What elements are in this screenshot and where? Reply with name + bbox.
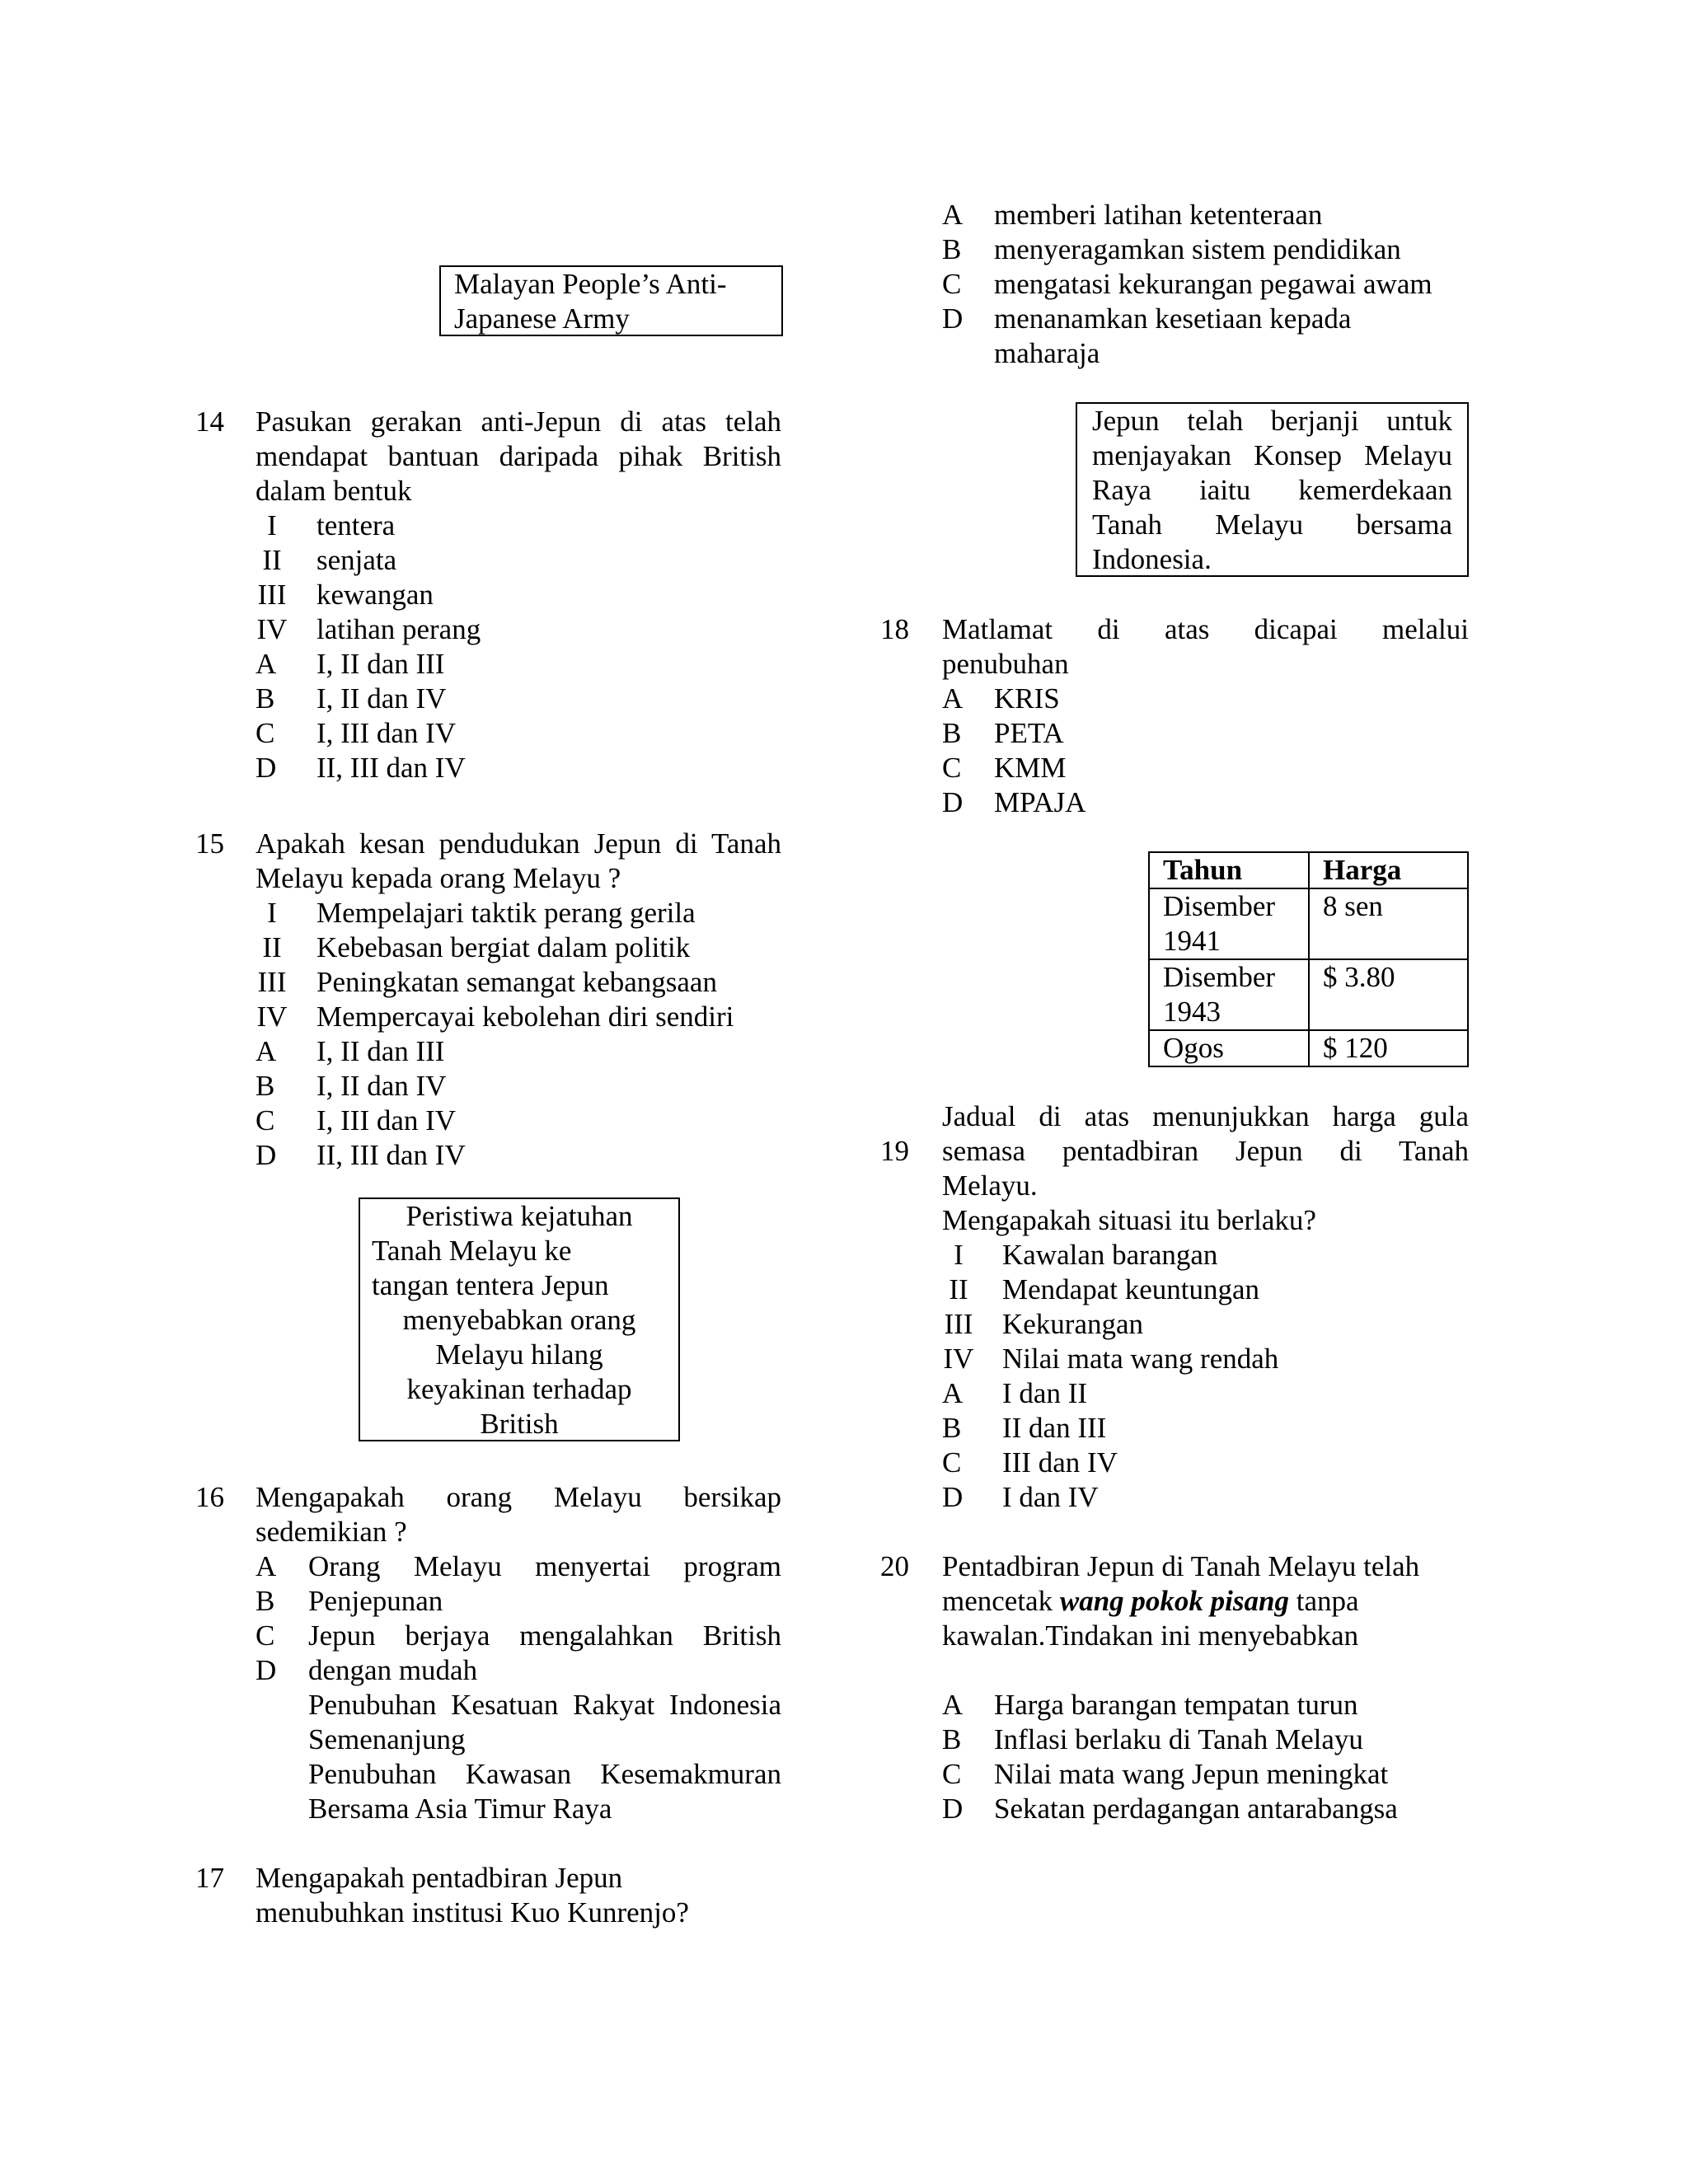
question-stem: Mengapakah orang Melayu bersikap: [256, 1481, 781, 1513]
option-text: Sekatan perdagangan antarabangsa: [994, 1793, 1398, 1825]
question-number: 17: [195, 1862, 224, 1894]
konsep-box-line: Raya iaitu kemerdekaan: [1092, 474, 1452, 506]
statement-item: Mempelajari taktik perang gerila: [316, 897, 696, 929]
option-key: A: [256, 1035, 277, 1067]
option-text: I, II dan III: [316, 648, 445, 680]
option-text: I dan IV: [1002, 1481, 1099, 1513]
question-number: 15: [195, 827, 224, 860]
table-cell-price: 8 sen: [1309, 888, 1468, 959]
question-stem: [942, 1584, 1359, 1619]
kejatuhan-box-line: British: [480, 1408, 559, 1440]
table-cell-line: 1943: [1163, 996, 1221, 1028]
stem-text: tanpa: [1288, 1585, 1359, 1617]
question-number: 20: [880, 1550, 909, 1582]
option-text: memberi latihan ketenteraan: [994, 199, 1323, 231]
option-text: I, II dan IV: [316, 682, 447, 715]
konsep-box-line: Jepun telah berjanji untuk: [1092, 405, 1452, 437]
option-key: A: [942, 199, 964, 231]
kejatuhan-box: [359, 1197, 680, 1441]
option-line: Penjepunan: [308, 1585, 443, 1617]
option-line: Orang Melayu menyertai program: [308, 1550, 781, 1582]
option-key: B: [256, 1070, 275, 1102]
option-key: D: [942, 1793, 964, 1825]
statement-item: Kawalan barangan: [1002, 1239, 1218, 1271]
roman-numeral: IV: [256, 1001, 288, 1033]
option-key: A: [942, 1377, 964, 1409]
option-text: I, II dan III: [316, 1035, 445, 1067]
option-key: D: [942, 1481, 964, 1513]
question-stem: menubuhkan institusi Kuo Kunrenjo?: [256, 1896, 689, 1929]
table-header-row: [1149, 852, 1468, 888]
question-stem: Melayu.: [942, 1169, 1038, 1202]
table-cell-price: $ 3.80: [1309, 959, 1468, 1030]
roman-numeral: I: [954, 1239, 964, 1271]
option-key: C: [942, 1446, 962, 1479]
statement-item: Nilai mata wang rendah: [1002, 1343, 1279, 1375]
option-key: D: [942, 786, 964, 818]
option-key: C: [942, 1758, 962, 1790]
option-key: C: [942, 752, 962, 784]
kejatuhan-box-line: Peristiwa kejatuhan: [406, 1200, 633, 1232]
statement-item: Peningkatan semangat kebangsaan: [316, 966, 717, 998]
option-key: A: [256, 648, 277, 680]
table-cell-year: [1149, 959, 1309, 1030]
question-stem: penubuhan: [942, 648, 1069, 680]
roman-numeral: III: [257, 579, 287, 611]
question-stem: Jadual di atas menunjukkan harga gula: [942, 1100, 1469, 1132]
konsep-box-line: menjayakan Konsep Melayu: [1092, 439, 1452, 471]
option-text: MPAJA: [994, 786, 1086, 818]
option-line: Semenanjung: [308, 1723, 466, 1755]
option-line: Bersama Asia Timur Raya: [308, 1793, 612, 1825]
option-key: B: [942, 717, 962, 749]
roman-numeral: II: [262, 931, 282, 963]
statement-item: Mendapat keuntungan: [1002, 1273, 1259, 1305]
question-number: 16: [195, 1481, 224, 1513]
roman-numeral: I: [267, 897, 277, 929]
option-key: C: [942, 268, 962, 300]
option-line: Penubuhan Kesatuan Rakyat Indonesia: [308, 1689, 781, 1721]
question-stem: kawalan.Tindakan ini menyebabkan: [942, 1619, 1359, 1652]
question-stem: Apakah kesan pendudukan Jepun di Tanah: [256, 827, 781, 860]
konsep-box-line: Tanah Melayu bersama: [1092, 509, 1452, 541]
option-key: B: [942, 233, 962, 265]
question-stem: Pentadbiran Jepun di Tanah Melayu telah: [942, 1550, 1420, 1582]
kejatuhan-box-line: tangan tentera Jepun: [372, 1269, 609, 1301]
roman-numeral: II: [262, 544, 282, 576]
roman-numeral: III: [944, 1308, 973, 1340]
option-text: I, III dan IV: [316, 717, 457, 749]
mpaja-box: [439, 265, 783, 336]
option-line: Jepun berjaya mengalahkan British: [308, 1619, 781, 1652]
option-text: I dan II: [1002, 1377, 1088, 1409]
roman-numeral: I: [267, 509, 277, 541]
konsep-box-line: Indonesia.: [1092, 543, 1212, 575]
option-text: Harga barangan tempatan turun: [994, 1689, 1358, 1721]
option-key: D: [256, 1654, 277, 1686]
option-key: C: [256, 1104, 275, 1137]
question-stem: dalam bentuk: [256, 475, 412, 507]
option-text: PETA: [994, 717, 1064, 749]
kejatuhan-box-line: Melayu hilang: [435, 1338, 603, 1371]
statement-item: senjata: [316, 544, 397, 576]
kejatuhan-box-line: keyakinan terhadap: [406, 1373, 632, 1405]
table-cell-year: Ogos: [1149, 1030, 1309, 1066]
question-stem: semasa pentadbiran Jepun di Tanah: [942, 1135, 1469, 1167]
question-stem: sedemikian ?: [256, 1516, 407, 1548]
option-text: III dan IV: [1002, 1446, 1118, 1479]
table-cell-line: Disember: [1163, 890, 1276, 922]
statement-item: Kekurangan: [1002, 1308, 1144, 1340]
kejatuhan-box-line: Tanah Melayu ke: [372, 1235, 572, 1267]
question-stem: Mengapakah situasi itu berlaku?: [942, 1204, 1316, 1236]
option-key: B: [942, 1412, 962, 1444]
option-text: II, III dan IV: [316, 1139, 466, 1171]
option-key: C: [256, 717, 275, 749]
table-row: [1149, 1030, 1468, 1066]
option-text: II dan III: [1002, 1412, 1107, 1444]
option-key: A: [942, 1689, 964, 1721]
statement-item: tentera: [316, 509, 396, 541]
kejatuhan-box-line: menyebabkan orang: [402, 1304, 636, 1336]
table-cell-year: [1149, 888, 1309, 959]
konsep-box: [1076, 402, 1469, 577]
roman-numeral: IV: [943, 1343, 974, 1375]
option-text-continued: maharaja: [994, 337, 1100, 369]
option-key: B: [256, 1585, 275, 1617]
option-key: B: [942, 1723, 962, 1755]
option-text: mengatasi kekurangan pegawai awam: [994, 268, 1432, 300]
roman-numeral: III: [257, 966, 287, 998]
option-key: D: [942, 302, 964, 335]
option-text: Nilai mata wang Jepun meningkat: [994, 1758, 1389, 1790]
option-text: KRIS: [994, 682, 1060, 715]
option-text: KMM: [994, 752, 1067, 784]
option-text: menyeragamkan sistem pendidikan: [994, 233, 1401, 265]
option-key: C: [256, 1619, 275, 1652]
table-row: [1149, 959, 1468, 1030]
question-number: 19: [880, 1135, 909, 1167]
table-cell-line: 1941: [1163, 925, 1221, 957]
statement-item: Kebebasan bergiat dalam politik: [316, 931, 691, 963]
option-text: II, III dan IV: [316, 752, 466, 784]
question-stem: Mengapakah pentadbiran Jepun: [256, 1862, 623, 1894]
question-stem: mendapat bantuan daripada pihak British: [256, 440, 781, 472]
mpaja-box-line: Malayan People’s Anti-: [454, 268, 727, 300]
table-row: [1149, 888, 1468, 959]
option-key: D: [256, 1139, 277, 1171]
table-header: Tahun: [1149, 852, 1309, 888]
statement-item: kewangan: [316, 579, 434, 611]
option-text: menanamkan kesetiaan kepada: [994, 302, 1352, 335]
mpaja-box-line: Japanese Army: [454, 302, 630, 335]
table-cell-price: $ 120: [1309, 1030, 1468, 1066]
option-line: Penubuhan Kawasan Kesemakmuran: [308, 1758, 781, 1790]
stem-text: mencetak: [942, 1585, 1060, 1617]
roman-numeral: II: [949, 1273, 968, 1305]
option-text: I, II dan IV: [316, 1070, 447, 1102]
question-number: 14: [195, 405, 224, 438]
option-key: D: [256, 752, 277, 784]
price-table: [1148, 851, 1469, 1067]
emphasis-text: wang pokok pisang: [1059, 1585, 1289, 1617]
option-line: dengan mudah: [308, 1654, 478, 1686]
table-cell-line: Disember: [1163, 961, 1276, 993]
option-key: B: [256, 682, 275, 715]
option-text: I, III dan IV: [316, 1104, 457, 1137]
question-stem: Pasukan gerakan anti-Jepun di atas telah: [256, 405, 781, 438]
question-stem: Matlamat di atas dicapai melalui: [942, 613, 1469, 645]
question-stem: Melayu kepada orang Melayu ?: [256, 862, 621, 894]
option-key: A: [942, 682, 964, 715]
option-key: A: [256, 1550, 277, 1582]
question-number: 18: [880, 613, 909, 645]
statement-item: Mempercayai kebolehan diri sendiri: [316, 1001, 734, 1033]
statement-item: latihan perang: [316, 613, 481, 645]
table-header: Harga: [1309, 852, 1468, 888]
option-text: Inflasi berlaku di Tanah Melayu: [994, 1723, 1363, 1755]
roman-numeral: IV: [256, 613, 288, 645]
